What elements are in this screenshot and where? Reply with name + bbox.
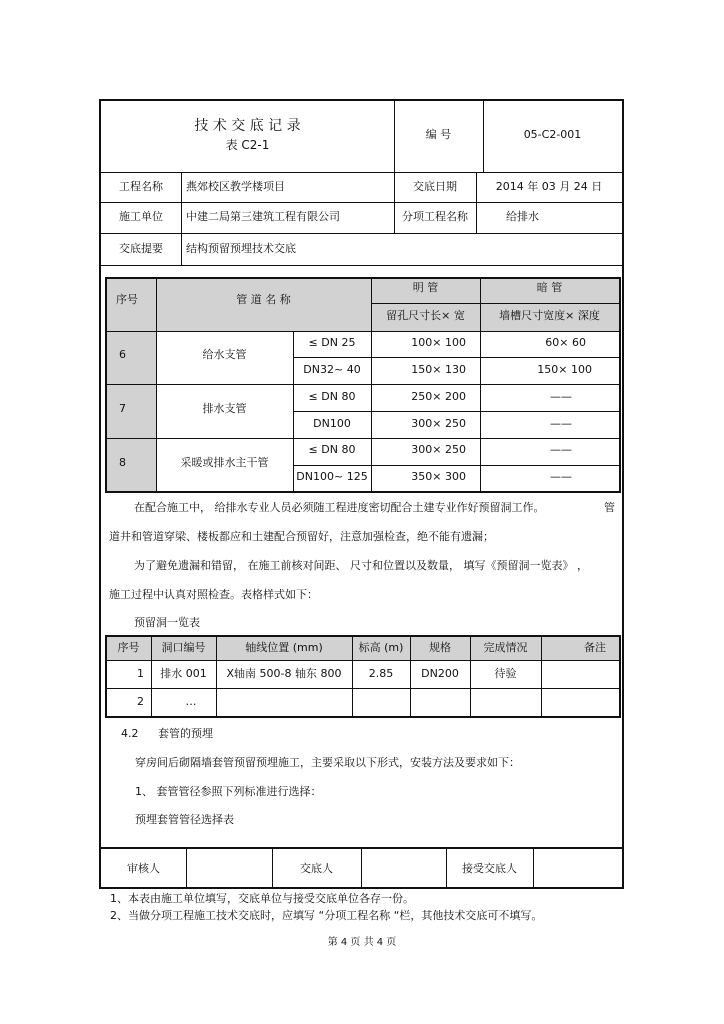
project-name-value: 燕郊校区教学楼项目 — [186, 180, 285, 193]
pipe-hole: 250× 200 — [411, 390, 466, 403]
pipe-slot: —— — [550, 470, 572, 483]
pipe-row-line-7b — [293, 411, 620, 412]
receiver-label: 接受交底人 — [462, 862, 517, 875]
hole-header-cell: 洞口编号 — [161, 641, 206, 654]
pipe-header-mid — [371, 303, 620, 304]
note-2: 2、当做分项工程施工技术交底时，应填写 “分项工程名称 “栏，其他技术交底可不填写。 — [110, 909, 543, 922]
pipe-hole: 100× 100 — [411, 336, 466, 349]
hole-header-cell: 序号 — [117, 641, 140, 654]
pipe-seq: 7 — [119, 402, 126, 415]
pipe-spec: ≤ DN 80 — [308, 390, 356, 403]
hole-cell: 1 — [137, 667, 144, 680]
pipe-header-concealed-sub: 墙槽尺寸宽度× 深度 — [499, 309, 600, 322]
paragraph-2-line-1: 为了避免遗漏和错留， 在施工前核对间距、 尺寸和位置以及数量， 填写《预留洞一览表》 ， — [134, 559, 588, 572]
paragraph-2-line-2: 施工过程中认真对照检查。表格样式如下： — [109, 588, 318, 601]
pipe-hole: 300× 250 — [411, 417, 466, 430]
pipe-spec: DN100~ 125 — [296, 470, 368, 483]
pipe-slot: 150× 100 — [537, 363, 592, 376]
frame-top-border — [99, 99, 624, 101]
info-line-1 — [99, 172, 624, 173]
summary-label: 交底提要 — [119, 242, 163, 255]
pipe-header-seq: 序号 — [116, 293, 138, 306]
section-number: 4.2 — [121, 727, 139, 740]
hole-table-right — [619, 635, 621, 718]
hole-cell: 2.85 — [368, 667, 394, 680]
hole-cell: … — [185, 695, 197, 708]
code-value: 05-C2-001 — [523, 128, 582, 141]
hole-header-cell: 规格 — [429, 641, 451, 654]
hole-cell: X轴南 500-8 轴东 800 — [226, 667, 342, 680]
summary-value: 结构预留预埋技术交底 — [186, 242, 296, 255]
construction-unit-label: 施工单位 — [119, 210, 163, 223]
hole-cell: DN200 — [421, 667, 459, 680]
section-line-3: 预埋套管管径选择表 — [135, 813, 234, 826]
hole-table-top — [106, 635, 621, 637]
pipe-table-top — [106, 277, 621, 279]
reviewer-label: 审核人 — [127, 862, 160, 875]
pipe-name: 采暖或排水主干管 — [180, 456, 269, 469]
pipe-header-concealed: 暗 管 — [536, 281, 563, 294]
pipe-header-exposed: 明 管 — [412, 281, 439, 294]
pipe-spec: DN32~ 40 — [303, 363, 361, 376]
construction-unit-value: 中建二局第三建筑工程有限公司 — [186, 210, 340, 223]
pipe-table-right — [619, 277, 621, 493]
form-number: 表 C2-1 — [225, 138, 270, 152]
pipe-slot: 60× 60 — [545, 336, 586, 349]
section-title: 套管的预埋 — [158, 727, 213, 740]
project-name-label: 工程名称 — [119, 180, 163, 193]
pipe-table-left — [105, 277, 107, 493]
paragraph-1-line-1-end: 管 — [604, 501, 615, 514]
pipe-spec: DN100 — [313, 417, 351, 430]
paragraph-1-line-2: 道井和管道穿梁、楼板都应和土建配合预留好，注意加强检查，绝不能有遗漏； — [109, 530, 494, 543]
pipe-row-line-6b — [293, 357, 620, 358]
pipe-header-bottom — [106, 331, 620, 332]
signoff-col-5 — [533, 848, 534, 888]
code-label: 编 号 — [425, 128, 452, 141]
hole-header-cell: 标高 (m) — [358, 641, 404, 654]
pipe-slot: —— — [550, 390, 572, 403]
pipe-hole: 300× 250 — [411, 443, 466, 456]
pipe-seq-shade-6 — [106, 331, 156, 384]
pipe-group-line-8 — [106, 438, 620, 439]
hole-table-bottom — [106, 716, 621, 718]
pipe-header-exposed-sub: 留孔尺寸长× 宽 — [386, 309, 465, 322]
hole-list-title: 预留洞一览表 — [134, 616, 200, 629]
signoff-col-1 — [186, 848, 187, 888]
pipe-slot: —— — [550, 417, 572, 430]
pipe-table-bottom — [106, 491, 621, 493]
subproject-label: 分项工程名称 — [402, 210, 468, 223]
date-label: 交底日期 — [413, 180, 457, 193]
section-line-1: 穿房间后砌隔墙套管预留预埋施工，主要采取以下形式，安装方法及要求如下： — [135, 756, 520, 769]
form-title: 技 术 交 底 记 录 — [194, 118, 301, 134]
pipe-seq-shade-8 — [106, 438, 156, 492]
section-line-2: 1、 套管管径参照下列标准进行选择： — [135, 785, 322, 798]
hole-table-row-line — [106, 688, 620, 689]
pipe-seq: 6 — [119, 348, 126, 361]
pipe-name: 给水支管 — [202, 348, 247, 361]
date-value: 2014 年 03 月 24 日 — [495, 180, 603, 193]
hole-cell: 2 — [137, 695, 144, 708]
pipe-hole: 150× 130 — [411, 363, 466, 376]
signoff-col-3 — [361, 848, 362, 888]
pipe-spec: ≤ DN 25 — [308, 336, 356, 349]
discloser-label: 交底人 — [300, 862, 333, 875]
subproject-value: 给排水 — [506, 210, 539, 223]
hole-cell: 待验 — [494, 667, 517, 680]
info-line-3 — [99, 233, 624, 234]
pipe-name: 排水支管 — [202, 402, 247, 415]
frame-right-border — [622, 99, 624, 889]
hole-header-cell: 轴线位置 (mm) — [245, 641, 323, 654]
info-line-2 — [99, 202, 624, 203]
pipe-group-line-7 — [106, 384, 620, 385]
paragraph-1-line-1: 在配合施工中， 给排水专业人员必须随工程进度密切配合土建专业作好预留洞工作。 — [134, 501, 545, 514]
note-1: 1、本表由施工单位填写，交底单位与接受交底单位各存一份。 — [110, 892, 414, 905]
pipe-spec: ≤ DN 80 — [308, 443, 356, 456]
info-divider-label — [181, 172, 182, 265]
pipe-seq-shade-7 — [106, 384, 156, 438]
pipe-hole: 350× 300 — [411, 470, 466, 483]
hole-cell: 排水 001 — [160, 667, 207, 680]
hole-header-cell: 完成情况 — [483, 641, 528, 654]
pipe-seq: 8 — [119, 456, 126, 469]
hole-table-header-line — [106, 660, 620, 661]
info-line-4 — [99, 265, 624, 266]
pipe-slot: —— — [550, 443, 572, 456]
pipe-header-name: 管 道 名 称 — [236, 293, 291, 306]
hole-header-cell: 备注 — [584, 641, 606, 654]
page-footer: 第 4 页 共 4 页 — [327, 937, 397, 948]
pipe-row-line-8b — [293, 465, 620, 466]
pipe-col-spec — [293, 331, 294, 492]
